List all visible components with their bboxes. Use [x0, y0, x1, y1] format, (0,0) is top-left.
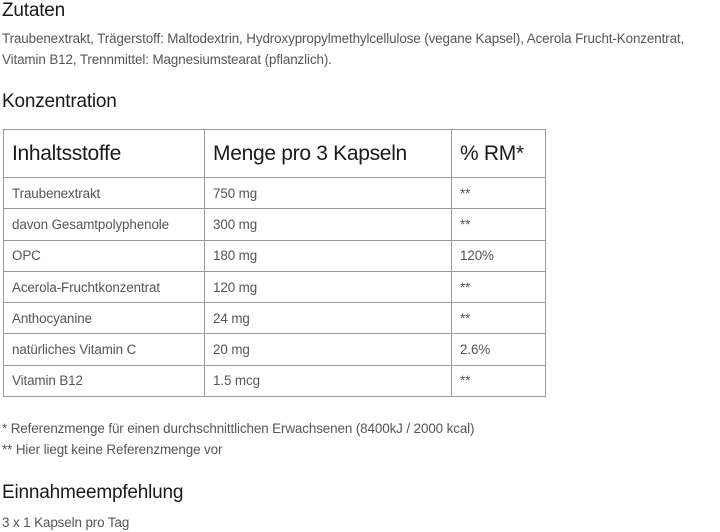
table-row [4, 365, 546, 396]
table-row [4, 209, 546, 240]
footnote-no-reference: ** Hier liegt keine Referenzmenge vor [2, 442, 223, 457]
dosage-heading: Einnahmeempfehlung [2, 482, 184, 503]
cell-ingredient: OPC [4, 240, 205, 271]
table-row [4, 334, 546, 365]
cell-amount: 750 mg [205, 178, 452, 209]
cell-reference: ** [452, 365, 546, 396]
table-row [4, 178, 546, 209]
cell-ingredient: Traubenextrakt [4, 178, 205, 209]
cell-amount: 120 mg [205, 271, 452, 302]
cell-amount: 180 mg [205, 240, 452, 271]
cell-reference: 120% [452, 240, 546, 271]
cell-reference: 2.6% [452, 334, 546, 365]
table-header-row [4, 130, 546, 178]
cell-reference: ** [452, 209, 546, 240]
header-ingredients: Inhaltsstoffe [4, 130, 205, 178]
cell-ingredient: natürliches Vitamin C [4, 334, 205, 365]
cell-ingredient: Anthocyanine [4, 303, 205, 334]
cell-ingredient: Acerola-Fruchtkonzentrat [4, 271, 205, 302]
cell-amount: 20 mg [205, 334, 452, 365]
cell-reference: ** [452, 178, 546, 209]
table-row [4, 240, 546, 271]
concentration-heading: Konzentration [2, 91, 117, 112]
table-row [4, 271, 546, 302]
cell-ingredient: davon Gesamtpolyphenole [4, 209, 205, 240]
header-amount: Menge pro 3 Kapseln [205, 130, 452, 178]
cell-reference: ** [452, 271, 546, 302]
footnote-reference: * Referenzmenge für einen durchschnittlichen Erwachsenen (8400kJ / 2000 kcal) [2, 421, 475, 436]
cell-reference: ** [452, 303, 546, 334]
cell-amount: 24 mg [205, 303, 452, 334]
ingredients-text: Traubenextrakt, Trägerstoff: Maltodextrin, Hydroxypropylmethylcellulose (vegane Kapsel), Acerola Frucht-Konzentrat, Vitamin B12, Trennmittel: Magnesiumstearat (pflanzlich). [2, 31, 685, 67]
nutrient-table [3, 129, 546, 397]
footnotes [2, 418, 720, 460]
dosage-text: 3 x 1 Kapseln pro Tag [2, 515, 130, 530]
cell-ingredient: Vitamin B12 [4, 365, 205, 396]
ingredients-heading: Zutaten [2, 0, 66, 21]
header-reference: % RM* [452, 130, 546, 178]
table-row [4, 303, 546, 334]
cell-amount: 1.5 mcg [205, 365, 452, 396]
cell-amount: 300 mg [205, 209, 452, 240]
